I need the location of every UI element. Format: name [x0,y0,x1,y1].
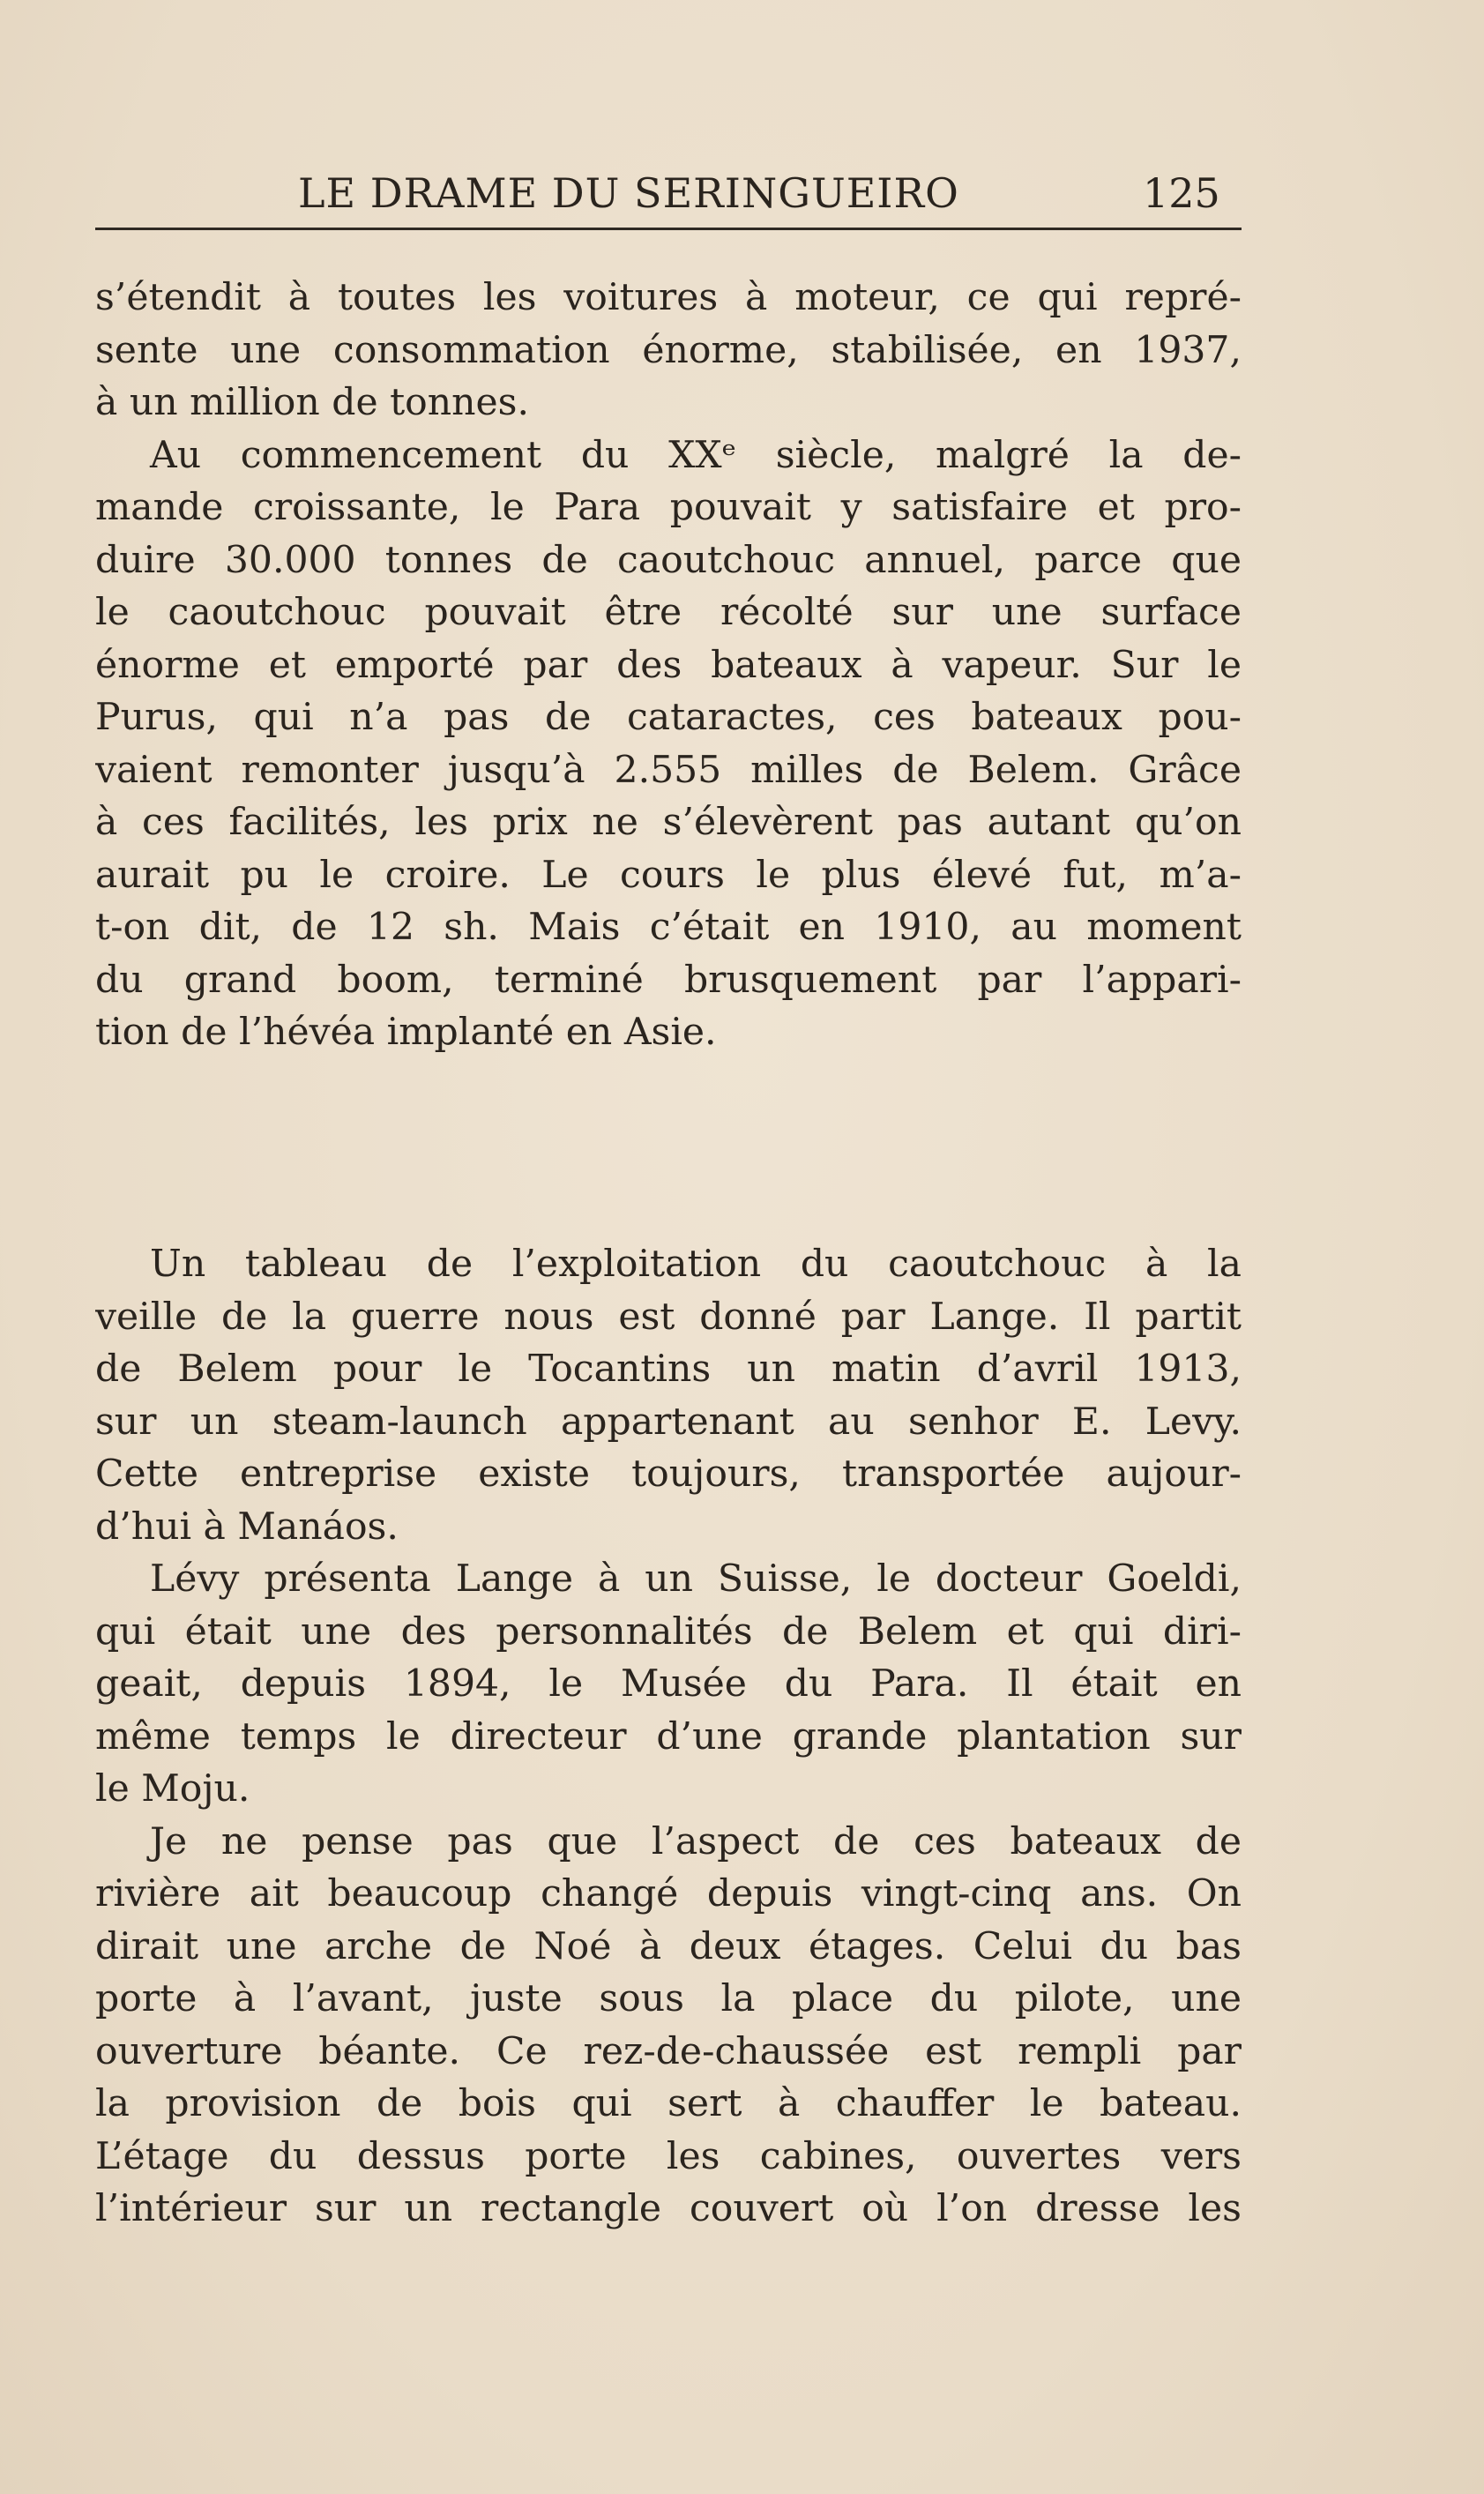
text-line: sur un steam-launch appartenant au senhor E. Levy. [95,1400,1242,1444]
text-line: L’étage du dessus porte les cabines, ouvertes vers [95,2134,1242,2178]
page-header [95,159,1242,229]
text-line: veille de la guerre nous est donné par Lange. Il partit [95,1295,1242,1339]
text-line: Cette entreprise existe toujours, transportée aujour- [95,1452,1242,1496]
text-line: énorme et emporté par des bateaux à vapeur. Sur le [95,643,1242,687]
text-block-1 [95,272,1242,1059]
text-line: Purus, qui n’a pas de cataractes, ces bateaux pou- [95,696,1242,739]
text-line: porte à l’avant, juste sous la place du pilote, une [95,1977,1242,2020]
text-line: sente une consommation énorme, stabilisée, en 1937, [95,328,1242,372]
text-line: dirait une arche de Noé à deux étages. Celui du bas [95,1924,1242,1968]
text-line: le Moju. [95,1767,250,1811]
page-number: 125 [1143,169,1220,217]
text-line: de Belem pour le Tocantins un matin d’avril 1913, [95,1348,1242,1391]
text-line: Lévy présenta Lange à un Suisse, le docteur Goeldi, [150,1557,1242,1601]
text-line: s’étendit à toutes les voitures à moteur, ce qui repré- [95,276,1242,319]
text-line: rivière ait beaucoup changé depuis vingt-cinq ans. On [95,1872,1242,1915]
text-line: ouverture béante. Ce rez-de-chaussée est rempli par [95,2029,1242,2073]
header-rule [95,228,1242,230]
text-line: le caoutchouc pouvait être récolté sur une surface [95,591,1242,634]
text-line: duire 30.000 tonnes de caoutchouc annuel, parce que [95,538,1242,582]
text-line: t-on dit, de 12 sh. Mais c’était en 1910, au moment [95,906,1242,949]
text-line: qui était une des personnalités de Belem et qui diri- [95,1609,1242,1654]
text-line: la provision de bois qui sert à chauffer le bateau. [95,2082,1242,2125]
text-line: Au commencement du XXᵉ siècle, malgré la de- [150,433,1242,477]
text-line: geait, depuis 1894, le Musée du Para. Il était en [95,1662,1242,1706]
text-line: vaient remonter jusqu’à 2.555 milles de Belem. Grâce [95,748,1242,792]
text-line: même temps le directeur d’une grande plantation sur [95,1714,1242,1758]
text-line: l’intérieur sur un rectangle couvert où l’on dresse les [95,2187,1242,2230]
text-line: mande croissante, le Para pouvait y satisfaire et pro- [95,486,1242,529]
text-block-2 [95,1238,1242,2236]
text-line: à un million de tonnes. [95,381,529,424]
text-line: à ces facilités, les prix ne s’élevèrent pas autant qu’on [95,801,1242,844]
running-head: LE DRAME DU SERINGUEIRO [298,169,959,217]
text-line: aurait pu le croire. Le cours le plus élevé fut, m’a- [95,853,1242,897]
text-line: d’hui à Manáos. [95,1505,399,1549]
text-line: tion de l’hévéa implanté en Asie. [95,1011,717,1054]
text-line: Je ne pense pas que l’aspect de ces bateaux de [150,1819,1242,1863]
text-line: du grand boom, terminé brusquement par l’appari- [95,958,1242,1002]
text-line: Un tableau de l’exploitation du caoutchouc à la [150,1243,1242,1286]
